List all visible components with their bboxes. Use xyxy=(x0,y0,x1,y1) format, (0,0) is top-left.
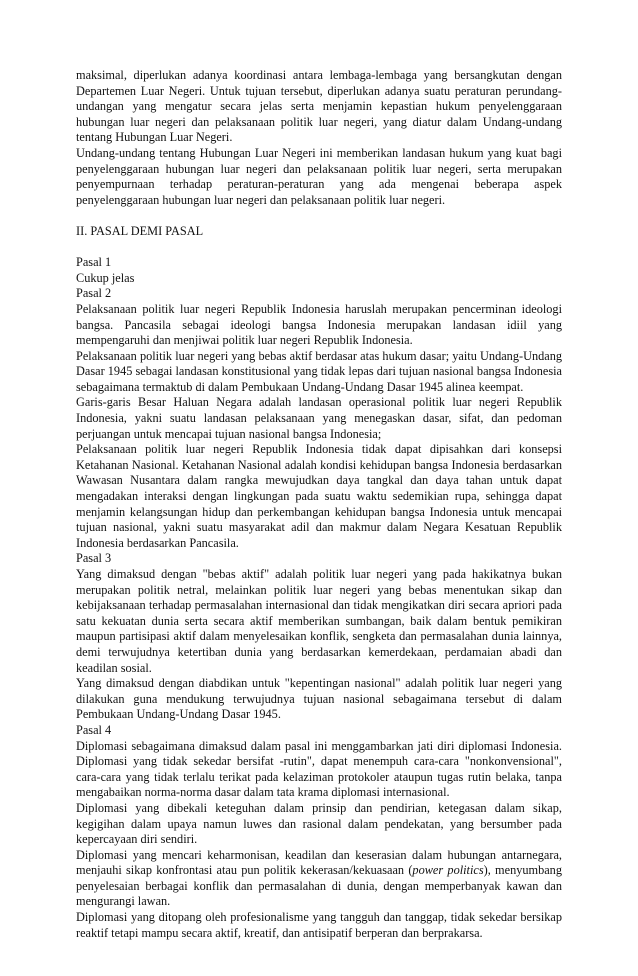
section-heading: II. PASAL DEMI PASAL xyxy=(76,223,204,238)
spacer xyxy=(76,208,562,224)
pasal-4-paragraph-3-start: Diplomasi yang mencari keharmonisan, keadilan dan keserasian dalam hubungan antarnegara, menjauhi sikap konfrontasi atau pun politik kekerasan/kekuasaan ( xyxy=(76,847,562,878)
pasal-4-paragraph-2: Diplomasi yang dibekali keteguhan dalam prinsip dan pendirian, ketegasan dalam sikap, kegigihan dalam upaya namun luwes dan rasional dalam pendekatan, yang bersumber pada kepercayaan diri sendiri. xyxy=(76,800,562,847)
pasal-1-title: Pasal 1 xyxy=(76,255,112,270)
pasal-4-paragraph-3 xyxy=(76,848,562,910)
intro-paragraph-2: Undang-undang tentang Hubungan Luar Negeri ini memberikan landasan hukum yang kuat bagi penyelenggaraan hubungan luar negeri dan pelaksanaan politik luar negeri, serta merupakan penyempurnaan terhadap peraturan-peraturan yang ada mengenai beberapa aspek penyelenggaraan hubungan luar negeri dan pelaksanaan politik luar negeri. xyxy=(76,145,562,207)
power-politics-term: power politics xyxy=(412,863,484,878)
pasal-3-title: Pasal 3 xyxy=(76,551,112,566)
pasal-4-paragraph-1: Diplomasi sebagaimana dimaksud dalam pasal ini menggambarkan jati diri diplomasi Indonesia. Diplomasi yang tidak sekedar bersifat -rutin", dapat menempuh cara-cara "nonkonvensional", cara-cara yang tidak terlalu terikat pada kelaziman protokoler ataupun tugas rutin belaka, tanpa mengabaikan norma-norma dasar dalam tata krama diplomasi internasional. xyxy=(76,738,562,800)
pasal-2-paragraph-1: Pelaksanaan politik luar negeri Republik Indonesia haruslah merupakan pencerminan ideologi bangsa. Pancasila sebagai ideologi bangsa Indonesia merupakan landasan idiil yang mempengaruhi dan menjiwai politik luar negeri Republik Indonesia. xyxy=(76,301,562,348)
pasal-4-paragraph-4: Diplomasi yang ditopang oleh profesionalisme yang tangguh dan tanggap, tidak sekedar bersikap reaktif tetapi mampu secara aktif, kreatif, dan antisipatif berperan dan berprakarsa. xyxy=(76,910,562,940)
pasal-2-paragraph-2: Pelaksanaan politik luar negeri yang bebas aktif berdasar atas hukum dasar; yaitu Undang-Undang Dasar 1945 sebagai landasan konstitusional yang tidak lepas dari tujuan nasional bangsa Indonesia sebagaimana termaktub di dalam Pembukaan Undang-Undang Dasar 1945 alinea keempat. xyxy=(76,348,562,394)
intro-paragraph-1: maksimal, diperlukan adanya koordinasi antara lembaga-lembaga yang bersangkutan dengan Departemen Luar Negeri. Untuk tujuan tersebut, diperlukan adanya suatu peraturan perundang-undangan yang mengatur secara jelas serta menjamin kepastian hukum penyelenggaraan hubungan luar negeri dan pelaksanaan politik luar negeri, yang diatur dalam Undang-undang tentang Hubungan Luar Negeri. xyxy=(76,68,562,145)
pasal-4-title: Pasal 4 xyxy=(76,722,112,737)
spacer xyxy=(76,240,562,256)
pasal-3-paragraph-2: Yang dimaksud dengan diabdikan untuk "kepentingan nasional" adalah politik luar negeri yang dilakukan guna mendukung terwujudnya tujuan nasional sebagaimana tersebut di dalam Pembukaan Undang-Undang Dasar 1945. xyxy=(76,676,562,722)
pasal-2-title: Pasal 2 xyxy=(76,286,112,301)
pasal-2-paragraph-3: Garis-garis Besar Haluan Negara adalah landasan operasional politik luar negeri Republik Indonesia, yakni suatu landasan pelaksanaan yang menegaskan dasar, sifat, dan pedoman perjuangan untuk mencapai tujuan nasional bangsa Indonesia; xyxy=(76,395,562,441)
pasal-2-paragraph-4: Pelaksanaan politik luar negeri Republik Indonesia tidak dapat dipisahkan dari konsepsi Ketahanan Nasional. Ketahanan Nasional adalah kondisi kehidupan bangsa Indonesia berdasarkan Wawasan Nusantara dalam rangka mewujudkan daya tangkal dan daya tahan untuk dapat mengadakan interaksi dengan lingkungan pada suatu waktu sedemikian rupa, sehingga dapat menjamin kelangsungan hidup dan perkembangan kehidupan bangsa Indonesia untuk mencapai tujuan nasional, yakni suatu masyarakat adil dan makmur dalam Negara Kesatuan Republik Indonesia berdasarkan Pancasila. xyxy=(76,442,562,550)
pasal-4-paragraph-3-end: ), menyumbang penyelesaian berbagai konflik dan permasalahan di dunia, dengan memperbanyak kawan dan mengurangi lawan. xyxy=(76,863,562,909)
pasal-1-text: Cukup jelas xyxy=(76,270,135,285)
pasal-3-paragraph-1: Yang dimaksud dengan "bebas aktif" adalah politik luar negeri yang pada hakikatnya bukan merupakan politik netral, melainkan politik luar negeri yang bebas menentukan sikap dan kebijaksanaan terhadap permasalahan internasional dan tidak mengikatkan diri secara apriori pada satu kekuatan dunia serta secara aktif memberikan sumbangan, baik dalam bentuk pemikiran maupun partisipasi aktif dalam menyelesaikan konflik, sengketa dan permasalahan dunia lainnya, demi terwujudnya ketertiban dunia yang berdasarkan kemerdekaan, perdamaian abadi dan keadilan sosial. xyxy=(76,567,562,675)
